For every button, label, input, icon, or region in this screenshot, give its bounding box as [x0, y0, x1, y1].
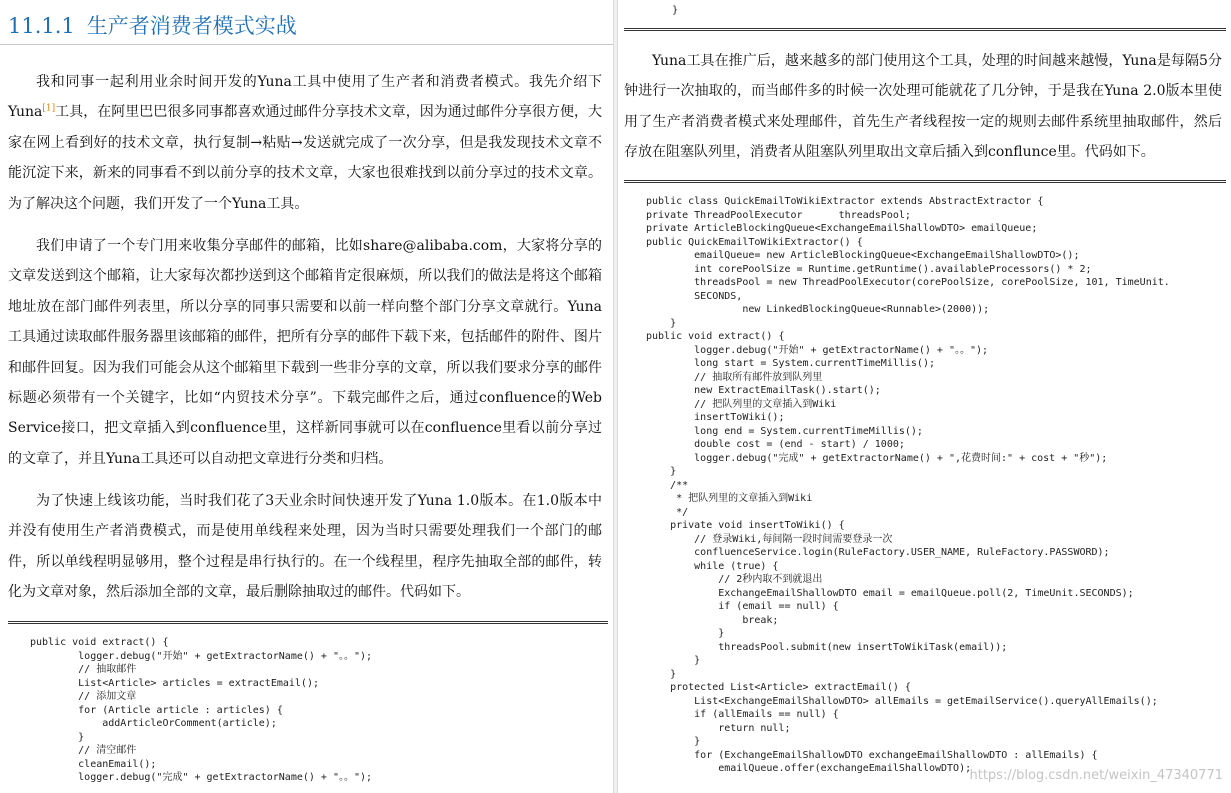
footnote-ref[interactable]: [1] — [42, 103, 56, 114]
code-block-rule-2 — [624, 180, 1226, 183]
paragraph-3: 为了快速上线该功能，当时我们花了3天业余时间快速开发了Yuna 1.0版本。在1.0版本中并没有使用生产者消费模式，而是使用单线程来处理，因为当时只需要处理我们一个部门的邮件，所以单线程明显够用，整个过程是串行执行的。在一个线程里，程序先抽取全部的邮件，转化为文章对象，然后添加全部的文章，最后删除抽取过的邮件。代码如下。 — [8, 493, 602, 601]
paragraph-1 — [8, 67, 602, 219]
paragraph-4: Yuna工具在推广后，越来越多的部门使用这个工具，处理的时间越来越慢，Yuna是每隔5分钟进行一次抽取的，而当邮件多的时候一次处理可能就花了几分钟，于是我在Yuna 2.0版本里使用了生产者消费者模式来处理邮件，首先生产者线程按一定的规则去邮件系统里抽取邮件，然后存放在阻塞队列里，消费者从阻塞队列里取出文章后插入到conflunce里。代码如下。 — [624, 53, 1222, 161]
right-page — [617, 0, 1231, 793]
code-block-continued: } — [648, 5, 679, 16]
code-block-end-rule — [624, 28, 1226, 31]
code-block-quick-extractor: public class QuickEmailToWikiExtractor extends AbstractExtractor { private ThreadPoolExecutor threadsPool; private ArticleBlockingQueue<ExchangeEmailShallowDTO> emailQueue; public QuickEmailToWikiExtractor() { emailQueue= new ArticleBlockingQueue<ExchangeEmailShallowDTO>(); int corePoolSize = Runtime.getRuntime().availableProcessors() * 2; threadsPool = new ThreadPoolExecutor(corePoolSize, corePoolSize, 101, TimeUnit. SECONDS, new LinkedBlockingQueue<Runnable>(2000)); } public void extract() { logger.debug("开始" + getExtractorName() + "。。"); long start = System.currentTimeMillis(); // 抽取所有邮件放到队列里 new ExtractEmailTask().start(); // 把队列里的文章插入到Wiki insertToWiki(); long end = System.currentTimeMillis(); double cost = (end - start) / 1000; logger.debug("完成" + getExtractorName() + ",花费时间:" + cost + "秒"); } /** * 把队列里的文章插入到Wiki */ private void insertToWiki() { // 登录Wiki,每间隔一段时间需要登录一次 confluenceService.login(RuleFactory.USER_NAME, RuleFactory.PASSWORD); while (true) { // 2秒内取不到就退出 ExchangeEmailShallowDTO email = emailQueue.poll(2, TimeUnit.SECONDS); if (email == null) { break; } threadsPool.submit(new insertToWikiTask(email)); } } protected List<Article> extractEmail() { List<ExchangeEmailShallowDTO> allEmails = getEmailService().queryAllEmails(); if (allEmails == null) { return null; } for (ExchangeEmailShallowDTO exchangeEmailShallowDTO : allEmails) { emailQueue.offer(exchangeEmailShallowDTO); — [646, 196, 1170, 774]
left-page — [0, 0, 614, 793]
section-title: 生产者消费者模式实战 — [86, 14, 297, 38]
heading-divider — [0, 44, 614, 45]
section-number: 11.1.1 — [8, 14, 75, 38]
paragraph-2: 我们申请了一个专门用来收集分享邮件的邮箱，比如share@alibaba.com，大家将分享的文章发送到这个邮箱，让大家每次都抄送到这个邮箱肯定很麻烦，所以我们的做法是将这个邮箱地址放在部门邮件列表里，所以分享的同事只需要和以前一样向整个部门分享文章就行。Yuna工具通过读取邮件服务器里该邮箱的邮件，把所有分享的邮件下载下来，包括邮件的附件、图片和邮件回复。因为我们可能会从这个邮箱里下载到一些非分享的文章，所以我们要求分享的邮件标题必须带有一个关键字，比如“内贸技术分享”。下载完邮件之后，通过confluence的Web Service接口，把文章插入到confluence里，这样新同事就可以在confluence里看以前分享过的文章了，并且Yuna工具还可以自动把文章进行分类和归档。 — [8, 238, 602, 467]
paragraph-1-text-b: 工具，在阿里巴巴很多同事都喜欢通过邮件分享技术文章，因为通过邮件分享很方便，大家在网上看到好的技术文章，执行复制→粘贴→发送就完成了一次分享，但是我发现技术文章不能沉淀下来，新来的同事看不到以前分享的技术文章，大家也很难找到以前分享过的技术文章。为了解决这个问题，我们开发了一个Yuna工具。 — [8, 104, 602, 212]
section-heading — [8, 10, 297, 40]
code-block-rule — [8, 621, 608, 624]
watermark-url: https://blog.csdn.net/weixin_47340771 — [969, 768, 1223, 783]
code-block-extract: public void extract() { logger.debug("开始" + getExtractorName() + "。。"); // 抽取邮件 List<Article> articles = extractEmail(); // 添加文章 for (Article article : articles) { addArticleOrComment(article); } // 清空邮件 cleanEmail(); logger.debug("完成" + getExtractorName() + "。。"); — [30, 637, 373, 783]
paragraph-1-text-a: 我和同事一起利用业余时间开发的Yuna工具中使用了生产者和消费者模式。我先介绍下Yuna — [8, 74, 602, 121]
